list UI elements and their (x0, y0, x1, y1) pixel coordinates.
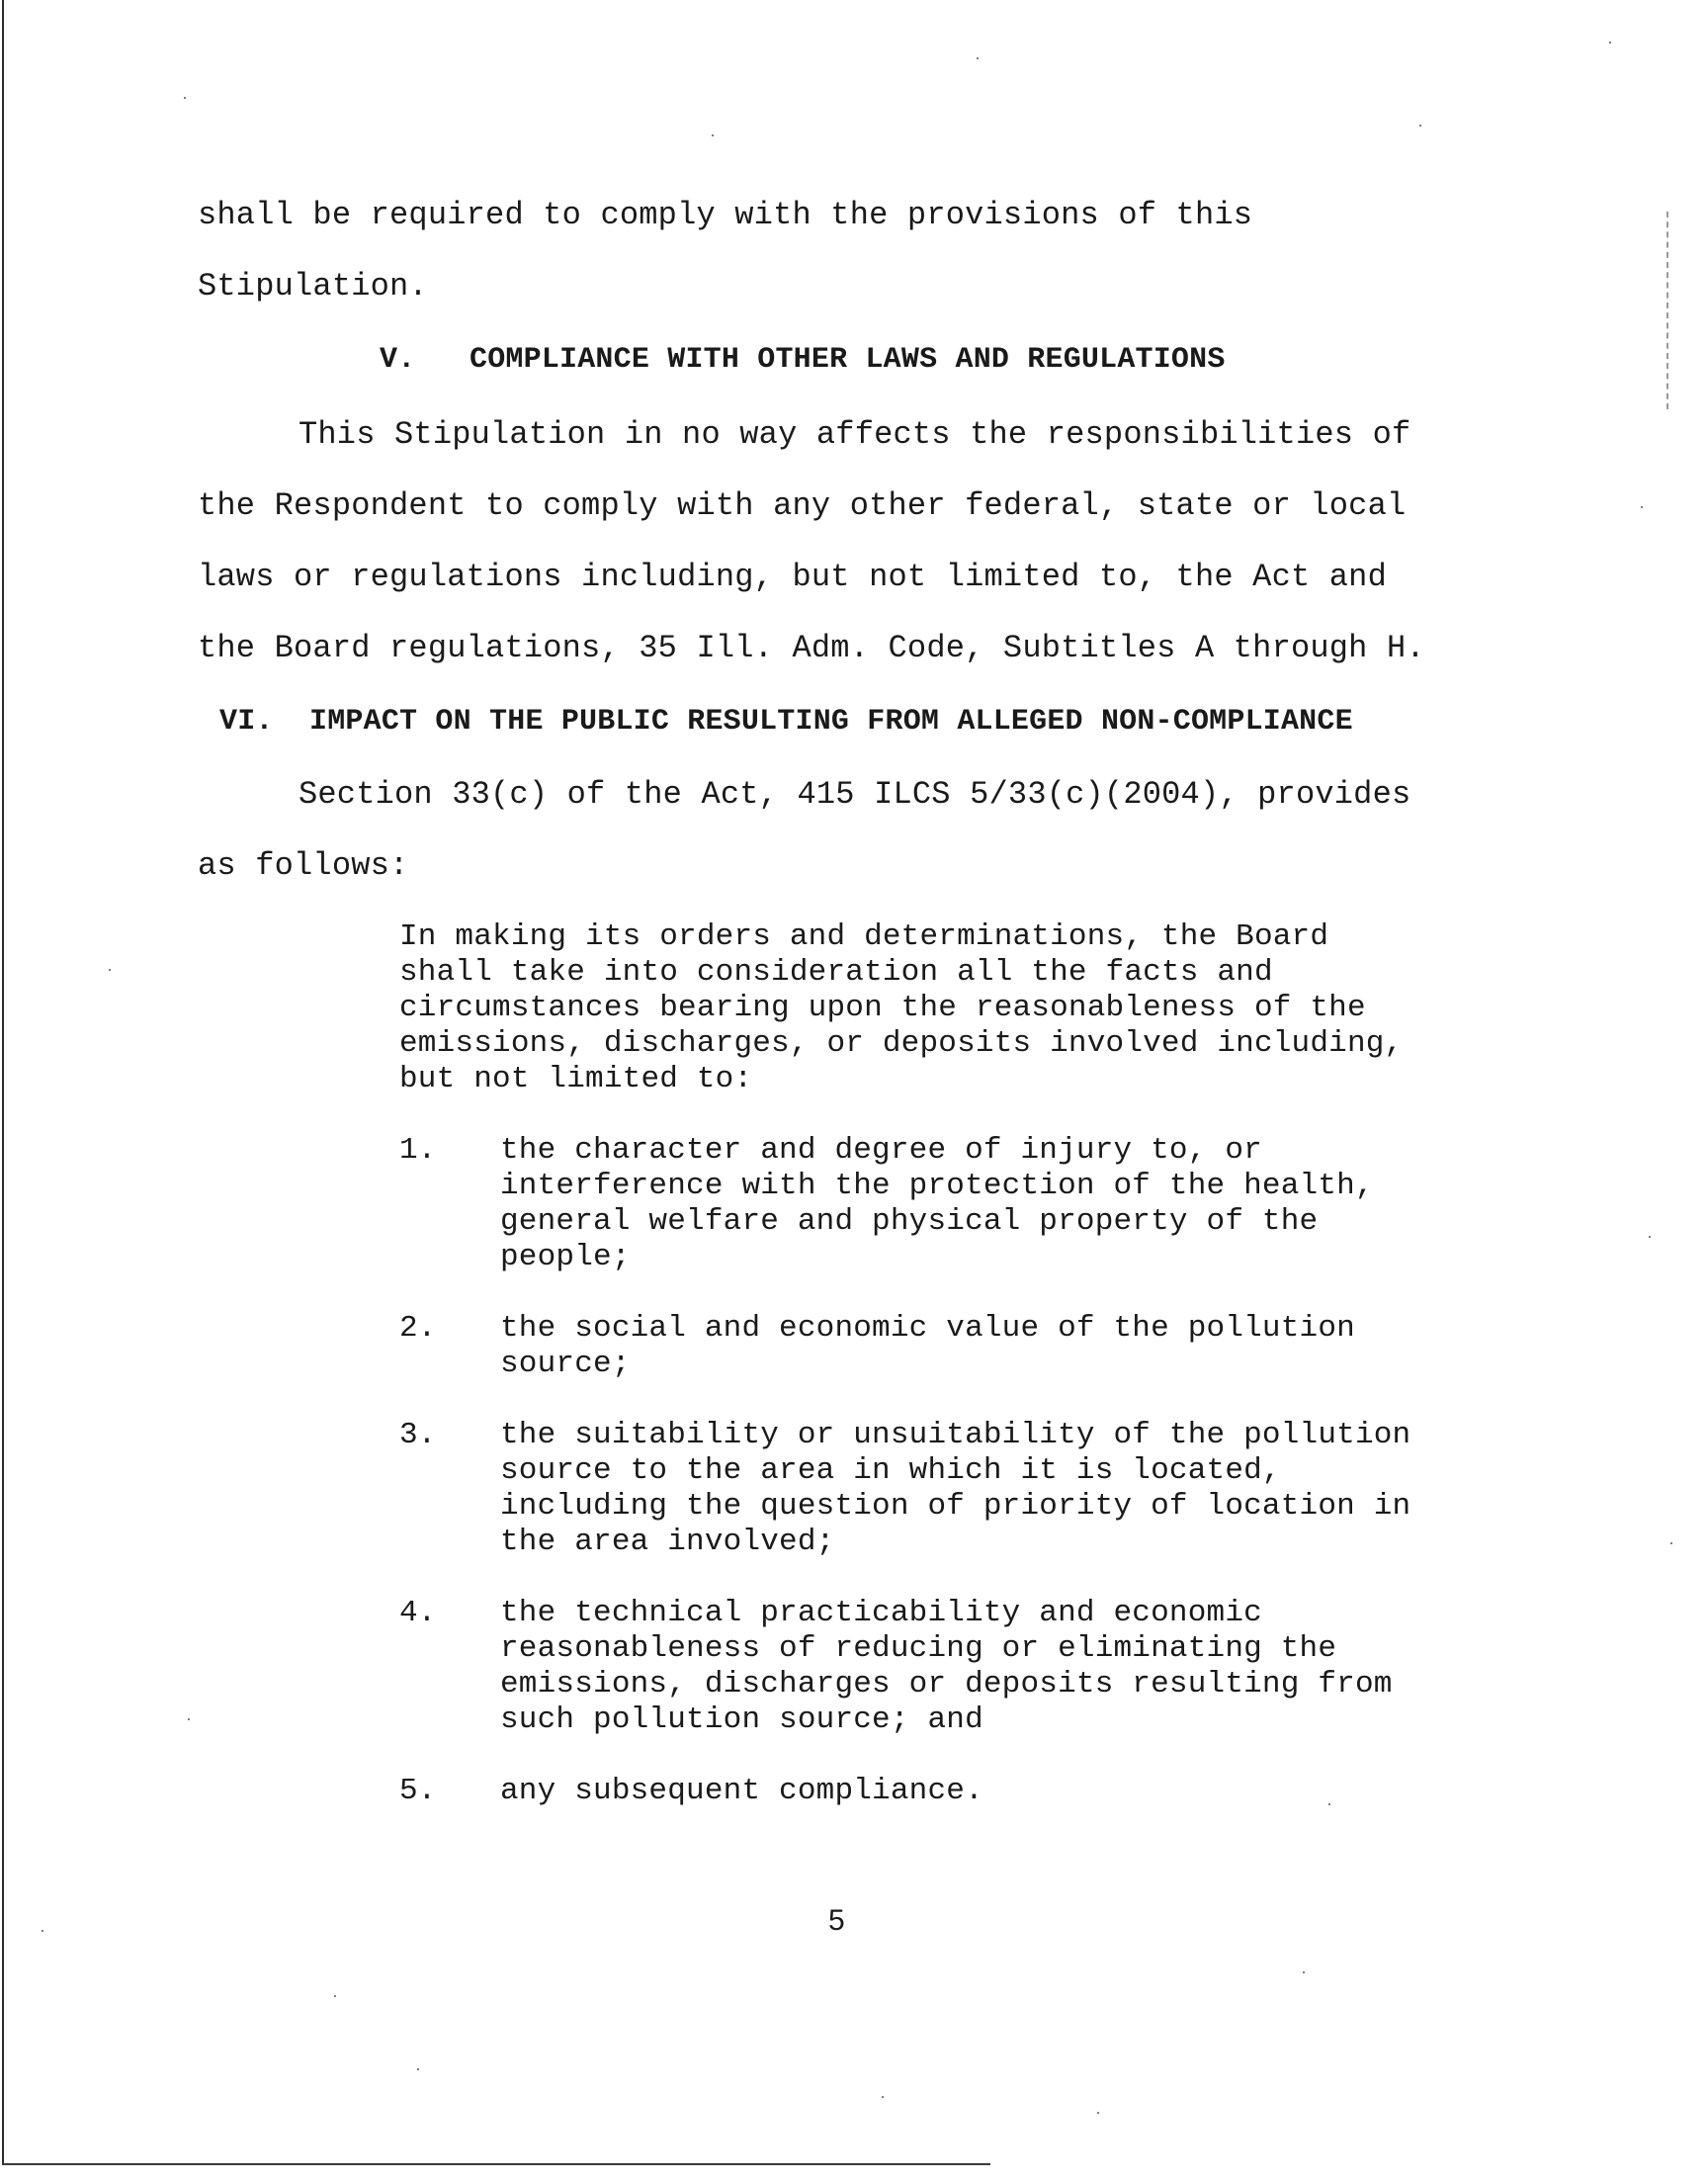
scan-speck (712, 134, 714, 136)
quote-line: shall take into consideration all the facts and (399, 955, 1273, 990)
page-number: 5 (828, 1904, 845, 1937)
scan-edge-left (2, 0, 4, 2165)
scan-speck (184, 97, 186, 99)
list-item-line: the technical practicability and economic (500, 1596, 1262, 1630)
scan-edge-bottom (2, 2163, 990, 2165)
list-item-number: 2. (399, 1311, 437, 1346)
body-text-line: the Board regulations, 35 Ill. Adm. Code, Subtitles A through H. (198, 630, 1425, 666)
scan-speck (1609, 42, 1611, 44)
list-item-line: including the question of priority of location in (500, 1489, 1411, 1524)
list-item-line: people; (500, 1240, 631, 1274)
scan-speck (1649, 1236, 1651, 1238)
quote-line: but not limited to: (399, 1062, 753, 1096)
scan-speck (188, 1718, 190, 1720)
scan-speck (42, 1930, 43, 1932)
list-item-number: 1. (399, 1133, 437, 1168)
list-item-line: the social and economic value of the pollution (500, 1311, 1355, 1346)
scan-speck (334, 1995, 336, 1997)
body-text-line: the Respondent to comply with any other federal, state or local (198, 487, 1407, 524)
list-item-line: interference with the protection of the health, (500, 1169, 1374, 1203)
scan-speck (1303, 1971, 1305, 1973)
scan-speck (1097, 2112, 1099, 2114)
list-item-line: the area involved; (500, 1525, 835, 1559)
list-item-line: the character and degree of injury to, or (500, 1133, 1262, 1168)
list-item-line: emissions, discharges or deposits resulting from (500, 1667, 1393, 1702)
list-item-line: the suitability or unsuitability of the pollution (500, 1418, 1411, 1452)
body-text-line: as follows: (198, 847, 409, 884)
scan-speck (882, 2096, 884, 2098)
body-text-line: shall be required to comply with the provisions of this (198, 197, 1253, 233)
quote-line: circumstances bearing upon the reasonableness of the (399, 991, 1366, 1025)
body-text-line: laws or regulations including, but not limited to, the Act and (198, 559, 1387, 595)
list-item-line: any subsequent compliance. (500, 1774, 983, 1808)
scan-speck (1328, 1803, 1330, 1805)
scan-speck (977, 57, 979, 59)
section-heading: VI. IMPACT ON THE PUBLIC RESULTING FROM ALLEGED NON-COMPLIANCE (219, 705, 1353, 739)
scan-speck (1670, 1542, 1672, 1544)
scan-speck (109, 969, 111, 971)
list-item-line: such pollution source; and (500, 1703, 983, 1737)
section-heading: V. COMPLIANCE WITH OTHER LAWS AND REGULATIONS (380, 343, 1226, 377)
quote-line: In making its orders and determinations, the Board (399, 919, 1329, 954)
list-item-line: reasonableness of reducing or eliminating the (500, 1631, 1337, 1666)
scan-speck (1641, 506, 1643, 508)
list-item-line: general welfare and physical property of the (500, 1204, 1319, 1239)
list-item-number: 3. (399, 1418, 437, 1452)
quote-line: emissions, discharges, or deposits involved including, (399, 1026, 1404, 1061)
scan-speck (1419, 125, 1421, 127)
body-text-line: This Stipulation in no way affects the responsibilities of (299, 416, 1411, 453)
body-text-line: Stipulation. (198, 268, 428, 305)
body-text-line: Section 33(c) of the Act, 415 ILCS 5/33(c)(2004), provides (299, 776, 1411, 813)
list-item-number: 5. (399, 1774, 437, 1808)
list-item-line: source to the area in which it is located, (500, 1453, 1281, 1488)
scan-speck (417, 2068, 419, 2070)
list-item-line: source; (500, 1347, 631, 1381)
list-item-number: 4. (399, 1596, 437, 1630)
scan-edge-right (1666, 212, 1668, 409)
